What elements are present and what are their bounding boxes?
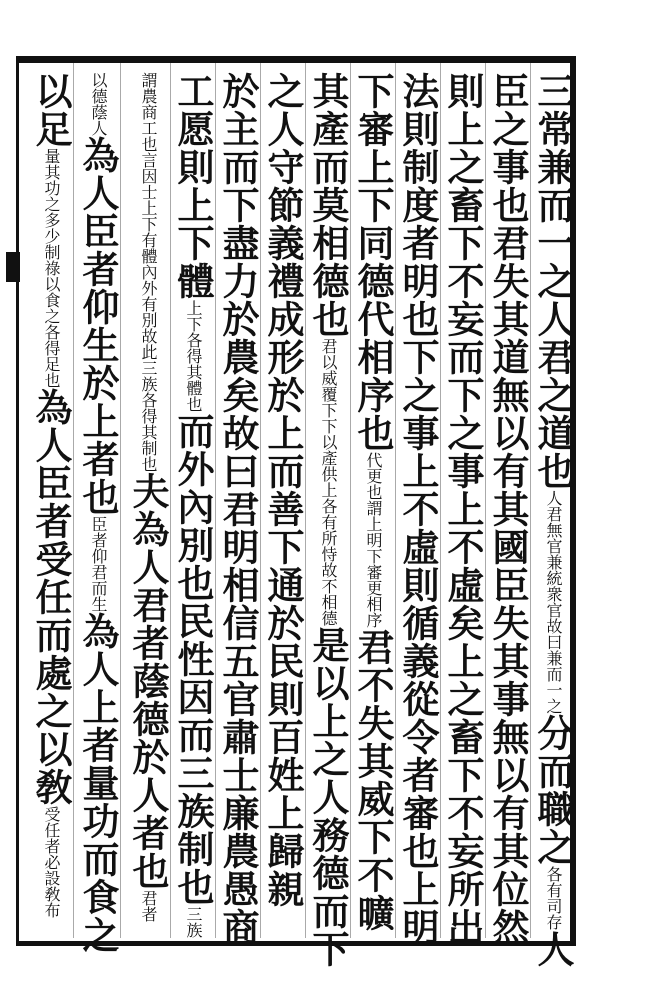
column-divider — [395, 63, 396, 938]
text-column — [530, 72, 575, 968]
column-divider — [440, 63, 441, 938]
text-column — [440, 72, 485, 946]
page-border-left — [16, 56, 19, 946]
column-divider — [305, 63, 306, 938]
column-divider — [215, 63, 216, 938]
commentary-text: 代更也謂上明下審更相序 — [364, 452, 383, 628]
main-text: 工愿則上下體 — [171, 72, 215, 300]
commentary-text: 三族 — [184, 906, 203, 938]
text-column — [485, 72, 530, 946]
main-text: 是以上之人務德而下 — [306, 626, 350, 968]
commentary-text: 量其功之多少制祿以食之各得足也 — [42, 148, 61, 388]
text-column — [28, 72, 72, 932]
commentary-text: 以德蔭人 — [89, 72, 108, 136]
text-column — [395, 72, 440, 946]
main-text: 為人臣者受任而處之以敎 — [29, 388, 73, 806]
main-text: 人 — [531, 930, 575, 968]
commentary-text: 君以威覆下下以產供上各有所恃故不相德 — [319, 338, 338, 626]
main-text: 其產而莫相德也 — [306, 72, 350, 338]
commentary-text: 君者 — [139, 890, 158, 922]
text-column — [350, 72, 394, 932]
main-text: 法則制度者明也下之事上不虛則循義從令者審也上明 — [396, 72, 440, 946]
column-divider — [170, 63, 171, 938]
main-text: 分而職之 — [531, 714, 575, 866]
column-divider — [350, 63, 351, 938]
commentary-text: 謂農商工也言因士上下有體內外有別故此三族各得其制也 — [139, 72, 158, 472]
main-text: 夫為人君者蔭德於人者也 — [126, 472, 170, 890]
text-column — [260, 72, 304, 932]
main-text: 以足 — [29, 72, 73, 148]
main-text: 則上之畜下不妄而下之事上不虛矣上之畜下不妄所出 — [441, 72, 485, 946]
main-text: 臣之事也君失其道無以有其國臣失其事無以有其位然 — [486, 72, 530, 946]
column-divider — [485, 63, 486, 938]
fishtail-mark — [6, 252, 20, 282]
column-divider — [530, 63, 531, 938]
main-text: 下審上下同德代相序也 — [351, 72, 395, 452]
main-text: 而外內別也民性因而三族制也 — [171, 412, 215, 906]
text-column — [75, 72, 120, 954]
commentary-text: 人君無官兼統衆官故曰兼而一之 — [544, 490, 563, 714]
main-text: 君不失其威下不曠 — [351, 628, 395, 932]
main-text: 為人臣者仰生於上者也 — [76, 136, 120, 516]
text-column — [170, 72, 215, 938]
main-text: 三常兼而一之人君之道也 — [531, 72, 575, 490]
commentary-text: 臣者仰君而生 — [89, 516, 108, 612]
commentary-text: 上下各得其體也 — [184, 300, 203, 412]
main-text: 為人上者量功而食之 — [76, 612, 120, 954]
column-divider — [73, 63, 74, 938]
text-column — [305, 72, 350, 968]
commentary-text: 受任者必設敎布 — [42, 806, 61, 918]
main-text: 之人守節義禮成形於上而善下通於民則百姓上歸親 — [261, 72, 305, 908]
column-divider — [120, 63, 121, 938]
text-column — [125, 72, 169, 932]
text-column — [215, 72, 260, 946]
column-divider — [260, 63, 261, 938]
main-text: 於主而下盡力於農矣故曰君明相信五官肅士廉農愚商 — [216, 72, 260, 946]
commentary-text: 各有司存 — [544, 866, 563, 930]
